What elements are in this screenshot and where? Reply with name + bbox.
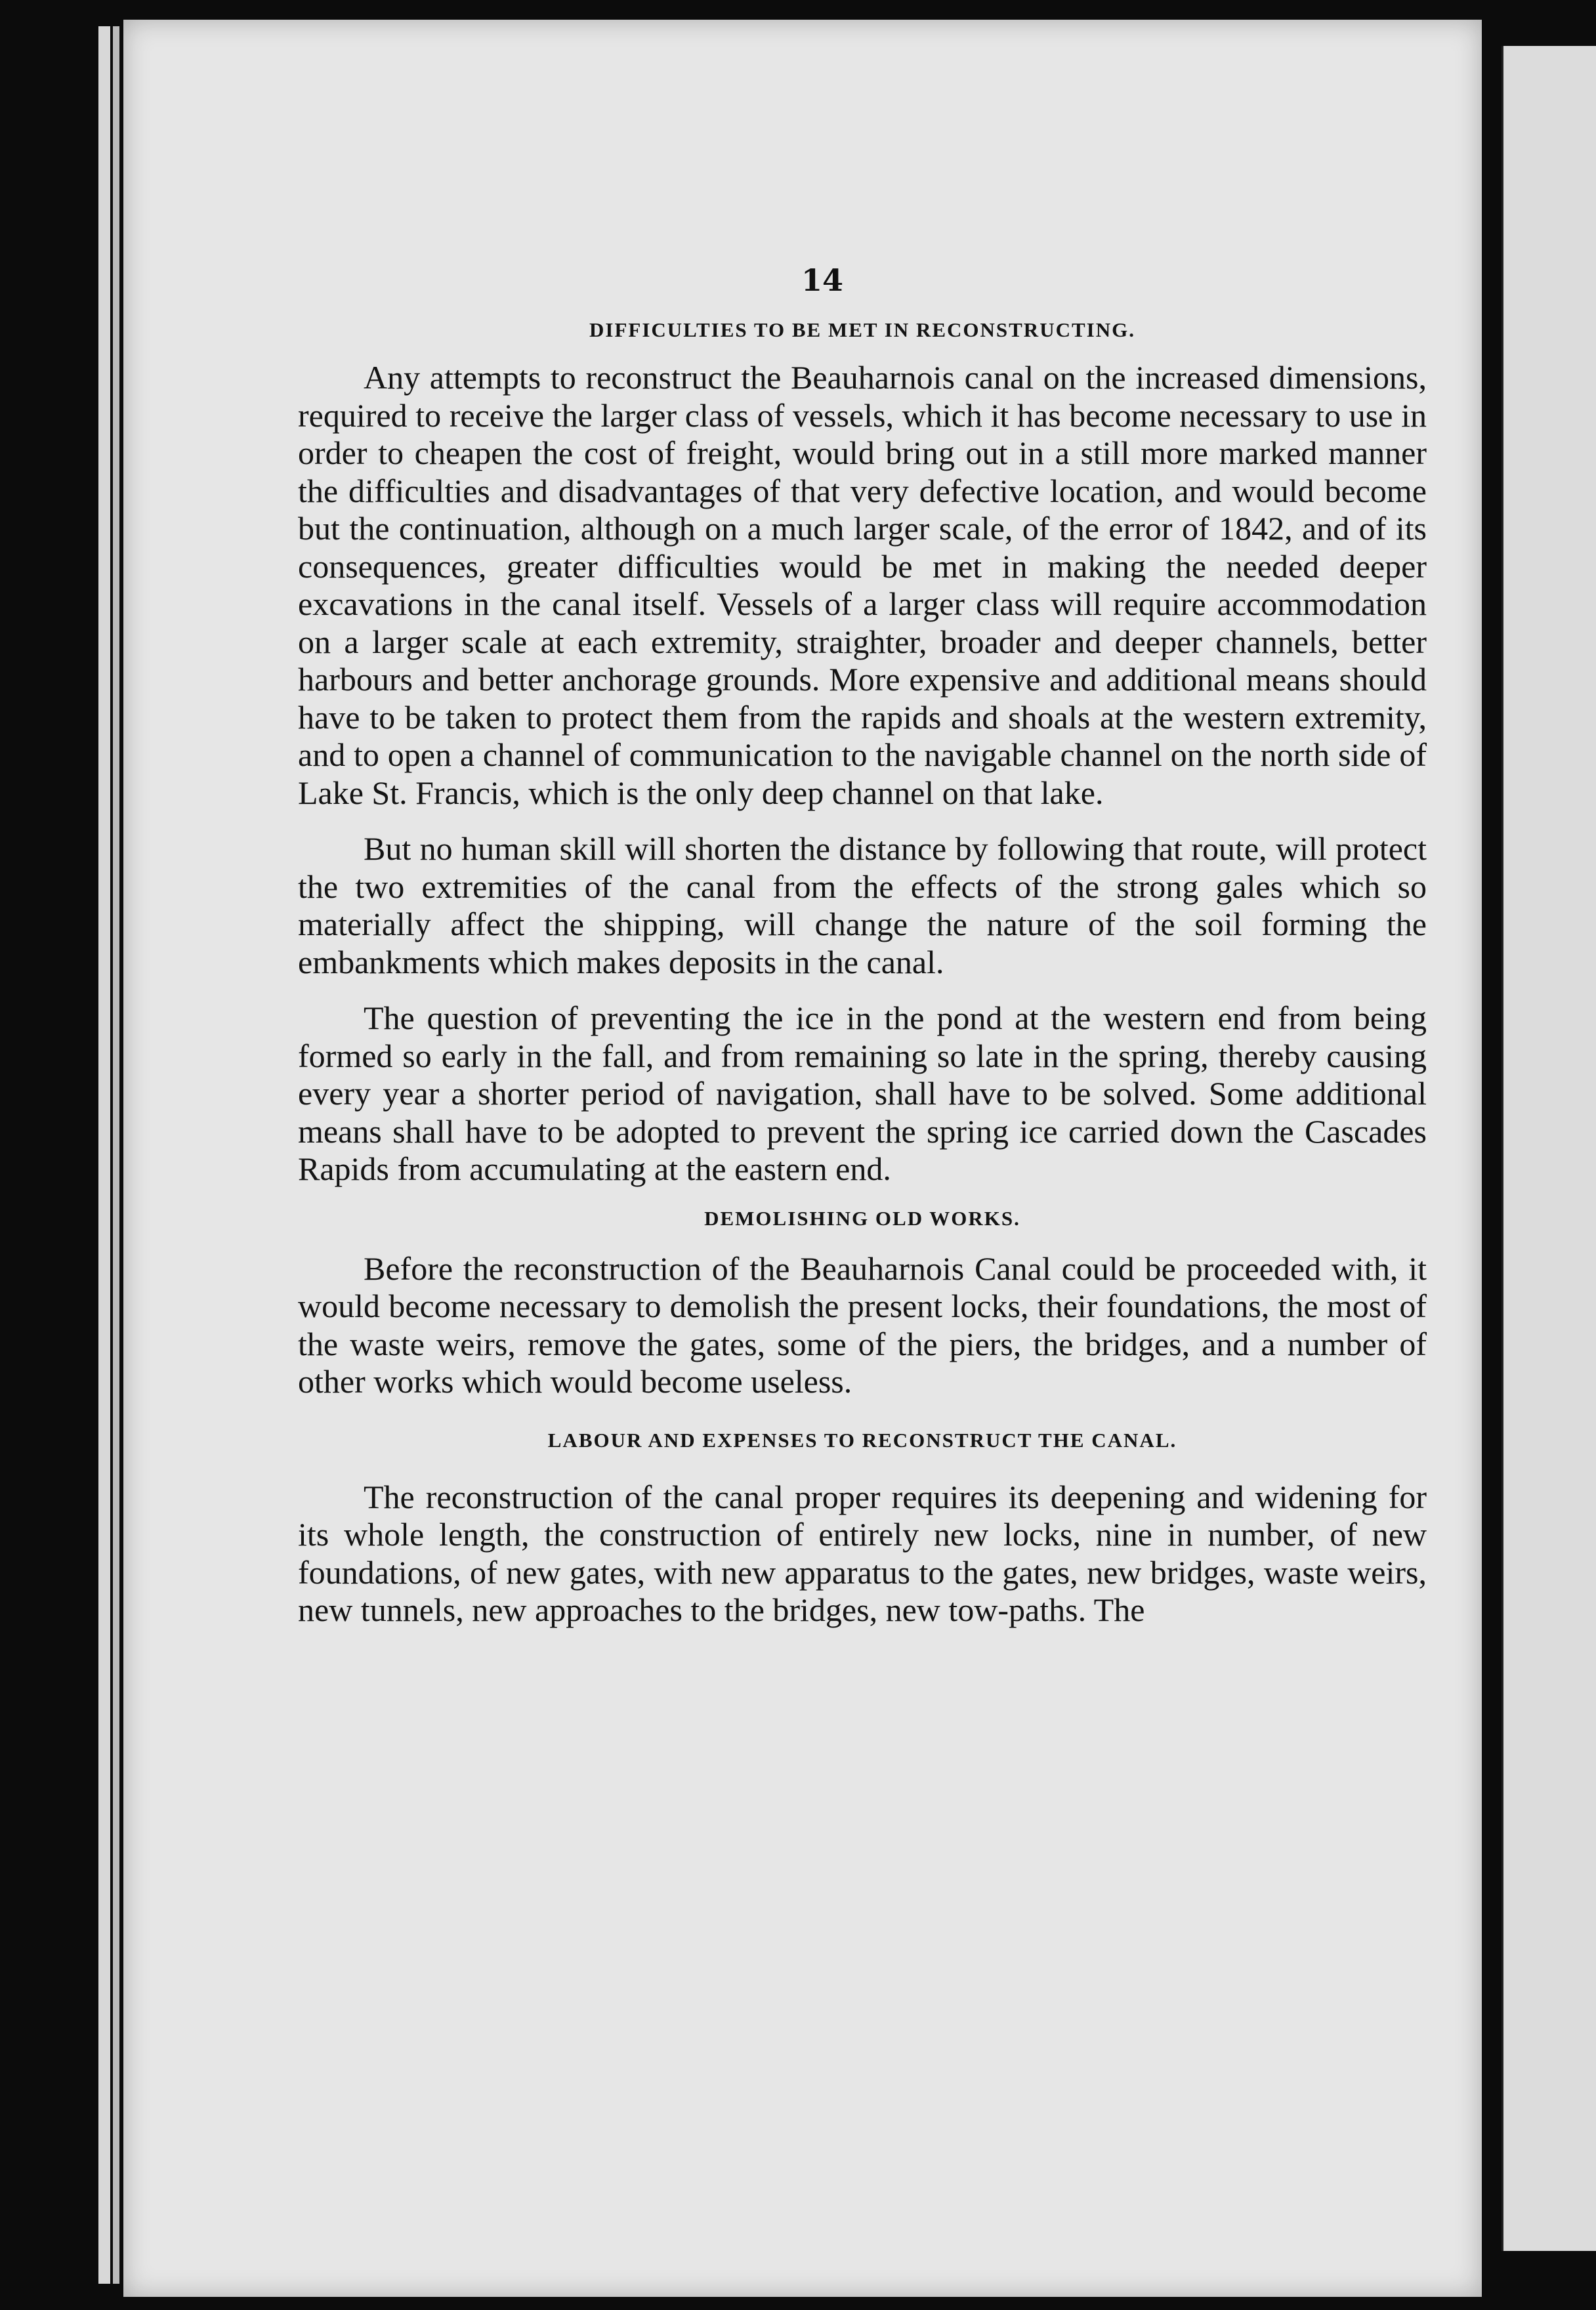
page-edge-strip — [113, 26, 119, 2284]
body-text — [298, 318, 1427, 1629]
paragraph: But no human skill will shorten the distance by following that route, will protect the two extremities of the canal from the effects of the strong gales which so materially affect the shipping, will change the nature of the soil forming the embankments which makes deposits in the canal. — [298, 830, 1427, 980]
section-heading-difficulties: DIFFICULTIES TO BE MET IN RECONSTRUCTING. — [589, 318, 1135, 341]
page-number: 14 — [801, 262, 843, 298]
page-edge-strip — [98, 26, 110, 2284]
section-heading-labour: LABOUR AND EXPENSES TO RECONSTRUCT THE CANAL. — [547, 1428, 1177, 1452]
paragraph: Any attempts to reconstruct the Beauharnois canal on the increased dimensions, required to receive the larger class of vessels, which it has become necessary to use in order to cheapen the cost of freight, would bring out in a still more marked manner the difficulties and disadvantages of that very defective location, and would become but the continuation, although on a much larger scale, of the error of 1842, and of its consequences, greater difficulties would be met in making the needed deeper excavations in the canal itself. Vessels of a larger class will require accommodation on a larger scale at each extremity, straighter, broader and deeper channels, better harbours and better anchorage grounds. More expensive and additional means should have to be taken to protect them from the rapids and shoals at the western extremity, and to open a channel of communication to the navigable channel on the north side of Lake St. Francis, which is the only deep channel on that lake. — [298, 359, 1427, 811]
paragraph: Before the reconstruction of the Beauharnois Canal could be proceeded with, it would become necessary to demolish the present locks, their foundations, the most of the waste weirs, remove the gates, some of the piers, the bridges, and a number of other works which would become useless. — [298, 1250, 1427, 1400]
paragraph: The reconstruction of the canal proper requires its deepening and widening for its whole length, the construction of entirely new locks, nine in number, of new foundations, of new gates, with new apparatus to the gates, new bridges, waste weirs, new tunnels, new approaches to the bridges, new tow-paths. The — [298, 1478, 1427, 1628]
section-heading-demolishing: DEMOLISHING OLD WORKS. — [704, 1206, 1020, 1230]
document-page — [123, 20, 1482, 2297]
facing-page-edge — [1502, 46, 1596, 2251]
paragraph: The question of preventing the ice in the pond at the western end from being formed so early in the fall, and from remaining so late in the spring, thereby causing every year a shorter period of navigation, shall have to be solved. Some additional means shall have to be adopted to prevent the spring ice carried down the Cascades Rapids from accumulating at the eastern end. — [298, 999, 1427, 1187]
